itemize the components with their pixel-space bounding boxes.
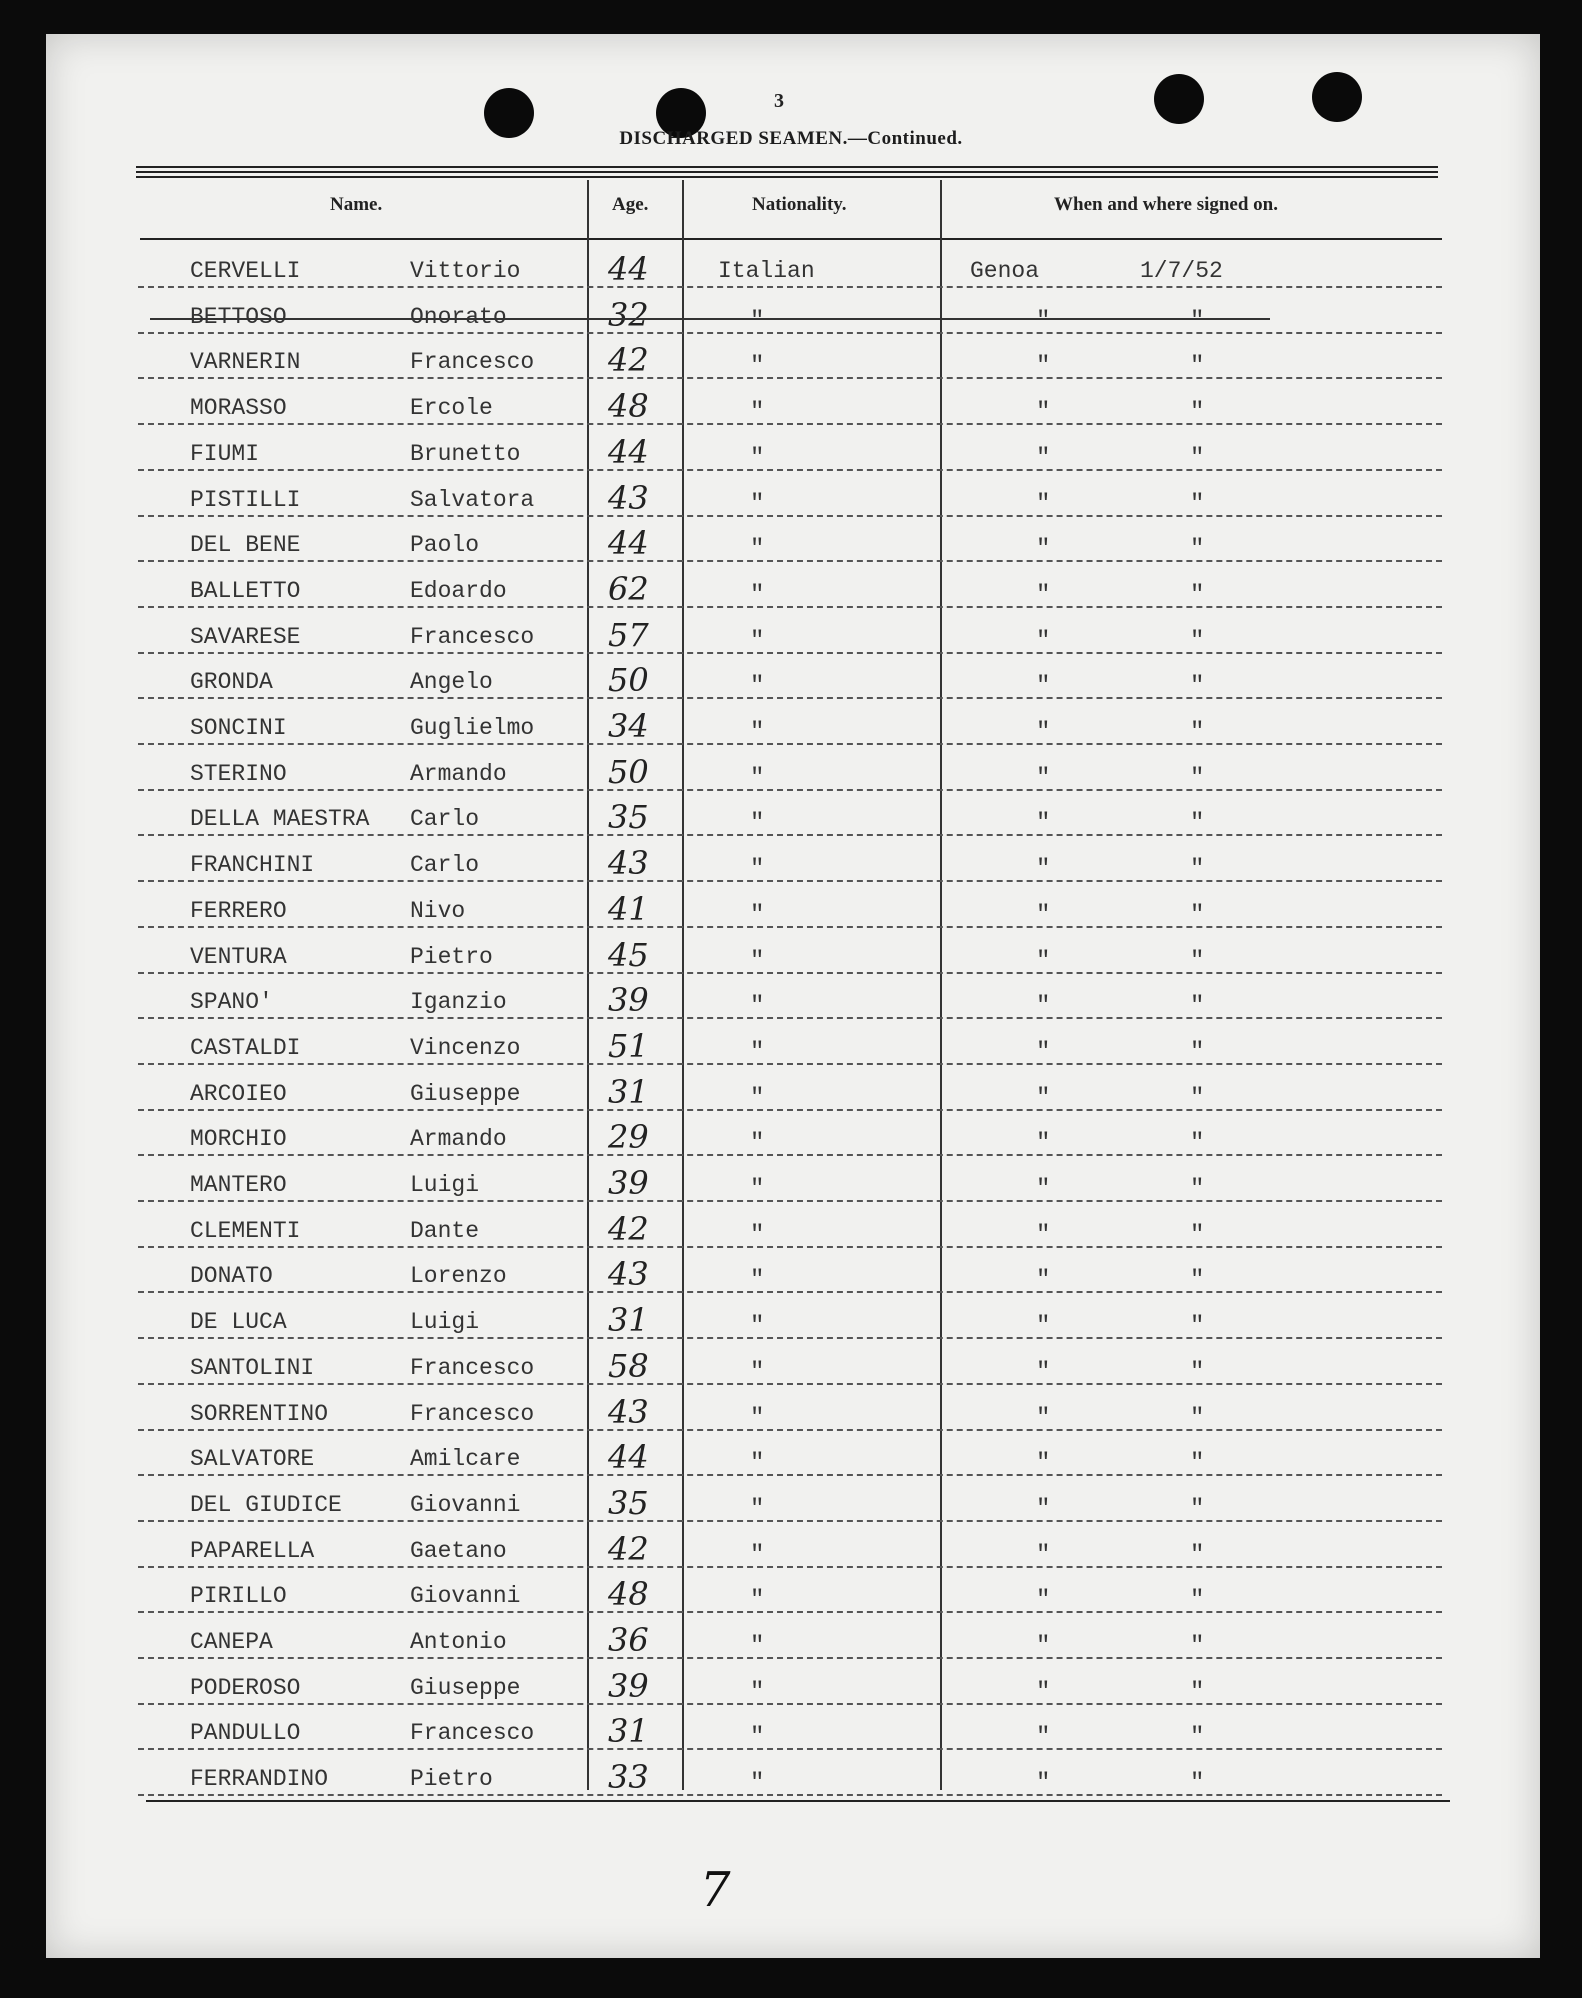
- dotted-rule: [138, 789, 1442, 791]
- seaman-surname: VENTURA: [190, 944, 287, 970]
- table-row: [0, 705, 1582, 751]
- seaman-age: 41: [608, 890, 649, 928]
- seaman-age: 50: [608, 753, 649, 791]
- ditto-mark-nationality: ": [750, 902, 765, 929]
- ditto-mark-nationality: ": [750, 1633, 765, 1660]
- seaman-age: 62: [608, 570, 649, 608]
- ditto-mark-place: ": [1036, 1176, 1051, 1203]
- seaman-given-name: Onorato: [410, 304, 507, 330]
- seaman-age: 29: [608, 1118, 649, 1156]
- seaman-age: 39: [608, 981, 649, 1019]
- ditto-mark-nationality: ": [750, 673, 765, 700]
- seaman-given-name: Giuseppe: [410, 1675, 521, 1701]
- seaman-surname: PIRILLO: [190, 1583, 287, 1609]
- seaman-age: 50: [608, 661, 649, 699]
- table-row: [0, 339, 1582, 385]
- seaman-surname: DONATO: [190, 1263, 273, 1289]
- seaman-age: 43: [608, 1255, 649, 1293]
- seaman-given-name: Lorenzo: [410, 1263, 507, 1289]
- seaman-surname: BETTOSO: [190, 304, 287, 330]
- ditto-mark-date: ": [1190, 353, 1205, 380]
- dotted-rule: [138, 1109, 1442, 1111]
- dotted-rule: [138, 880, 1442, 882]
- dotted-rule: [138, 1063, 1442, 1065]
- ditto-mark-date: ": [1190, 1176, 1205, 1203]
- seaman-age: 33: [608, 1758, 649, 1796]
- seaman-given-name: Amilcare: [410, 1446, 521, 1472]
- dotted-rule: [138, 697, 1442, 699]
- column-header-age: Age.: [612, 194, 649, 215]
- ditto-mark-place: ": [1036, 1359, 1051, 1386]
- ditto-mark-nationality: ": [750, 1496, 765, 1523]
- table-row: [0, 522, 1582, 568]
- seaman-surname: VARNERIN: [190, 349, 301, 375]
- seaman-given-name: Dante: [410, 1218, 480, 1244]
- ditto-mark-place: ": [1036, 1450, 1051, 1477]
- ditto-mark-date: ": [1190, 1770, 1205, 1797]
- seaman-surname: SPANO': [190, 989, 273, 1015]
- table-row: [0, 477, 1582, 523]
- dotted-rule: [138, 1520, 1442, 1522]
- seaman-surname: SALVATORE: [190, 1446, 315, 1472]
- table-row: [0, 1756, 1582, 1802]
- ditto-mark-place: ": [1036, 719, 1051, 746]
- seaman-surname: CLEMENTI: [190, 1218, 301, 1244]
- seaman-age: 35: [608, 1484, 649, 1522]
- seaman-age: 42: [608, 1210, 649, 1248]
- nationality-value: Italian: [718, 258, 815, 284]
- ditto-mark-date: ": [1190, 1587, 1205, 1614]
- ditto-mark-date: ": [1190, 1542, 1205, 1569]
- column-header-nationality: Nationality.: [752, 194, 847, 215]
- seaman-age: 43: [608, 479, 649, 517]
- ditto-mark-date: ": [1190, 628, 1205, 655]
- table-row: [0, 385, 1582, 431]
- seaman-given-name: Edoardo: [410, 578, 507, 604]
- dotted-rule: [138, 743, 1442, 745]
- ditto-mark-date: ": [1190, 1085, 1205, 1112]
- ditto-mark-date: ": [1190, 445, 1205, 472]
- seaman-surname: FIUMI: [190, 441, 260, 467]
- column-header-name: Name.: [330, 194, 383, 215]
- seaman-given-name: Carlo: [410, 806, 480, 832]
- seaman-surname: MORCHIO: [190, 1126, 287, 1152]
- ditto-mark-date: ": [1190, 1267, 1205, 1294]
- ditto-mark-date: ": [1190, 1405, 1205, 1432]
- ditto-mark-place: ": [1036, 1267, 1051, 1294]
- ditto-mark-nationality: ": [750, 1222, 765, 1249]
- seaman-given-name: Brunetto: [410, 441, 521, 467]
- dotted-rule: [138, 377, 1442, 379]
- seaman-surname: SONCINI: [190, 715, 287, 741]
- table-row: [0, 888, 1582, 934]
- ditto-mark-nationality: ": [750, 948, 765, 975]
- ditto-mark-place: ": [1036, 1130, 1051, 1157]
- ditto-mark-nationality: ": [750, 856, 765, 883]
- seaman-surname: PAPARELLA: [190, 1538, 315, 1564]
- dotted-rule: [138, 1246, 1442, 1248]
- ditto-mark-nationality: ": [750, 1039, 765, 1066]
- seaman-surname: CASTALDI: [190, 1035, 301, 1061]
- ditto-mark-date: ": [1190, 1679, 1205, 1706]
- seaman-given-name: Giovanni: [410, 1583, 521, 1609]
- dotted-rule: [138, 834, 1442, 836]
- seaman-surname: SANTOLINI: [190, 1355, 315, 1381]
- table-row: [0, 1619, 1582, 1665]
- seaman-given-name: Luigi: [410, 1309, 480, 1335]
- seaman-surname: GRONDA: [190, 669, 273, 695]
- ditto-mark-place: ": [1036, 810, 1051, 837]
- seaman-surname: CANEPA: [190, 1629, 273, 1655]
- seaman-age: 48: [608, 387, 649, 425]
- seaman-given-name: Giuseppe: [410, 1081, 521, 1107]
- seaman-age: 58: [608, 1347, 649, 1385]
- ditto-mark-date: ": [1190, 582, 1205, 609]
- seaman-surname: PANDULLO: [190, 1720, 301, 1746]
- seaman-age: 44: [608, 524, 649, 562]
- ditto-mark-place: ": [1036, 993, 1051, 1020]
- ditto-mark-nationality: ": [750, 1313, 765, 1340]
- ditto-mark-place: ": [1036, 1222, 1051, 1249]
- seaman-surname: MANTERO: [190, 1172, 287, 1198]
- ditto-mark-place: ": [1036, 673, 1051, 700]
- ditto-mark-place: ": [1036, 765, 1051, 792]
- ditto-mark-date: ": [1190, 1130, 1205, 1157]
- seaman-surname: STERINO: [190, 761, 287, 787]
- ditto-mark-place: ": [1036, 399, 1051, 426]
- dotted-rule: [138, 1337, 1442, 1339]
- seaman-given-name: Pietro: [410, 944, 493, 970]
- seaman-given-name: Pietro: [410, 1766, 493, 1792]
- seaman-age: 44: [608, 1438, 649, 1476]
- header-rule-top-2: [136, 171, 1438, 173]
- ditto-mark-nationality: ": [750, 582, 765, 609]
- ditto-mark-date: ": [1190, 1313, 1205, 1340]
- seaman-given-name: Vincenzo: [410, 1035, 521, 1061]
- dotted-rule: [138, 1748, 1442, 1750]
- table-row: [0, 842, 1582, 888]
- ditto-mark-nationality: ": [750, 1770, 765, 1797]
- dotted-rule: [138, 560, 1442, 562]
- ditto-mark-nationality: ": [750, 1176, 765, 1203]
- seaman-age: 43: [608, 844, 649, 882]
- seaman-given-name: Armando: [410, 761, 507, 787]
- signed-on-date: 1/7/52: [1140, 258, 1223, 284]
- ditto-mark-place: ": [1036, 582, 1051, 609]
- ditto-mark-date: ": [1190, 1724, 1205, 1751]
- ditto-mark-nationality: ": [750, 308, 765, 335]
- seaman-surname: FRANCHINI: [190, 852, 315, 878]
- seaman-given-name: Francesco: [410, 349, 535, 375]
- ditto-mark-nationality: ": [750, 1542, 765, 1569]
- seaman-age: 44: [608, 433, 649, 471]
- header-rule-top-3: [136, 176, 1438, 178]
- ditto-mark-nationality: ": [750, 399, 765, 426]
- seaman-given-name: Francesco: [410, 1401, 535, 1427]
- seaman-surname: DEL GIUDICE: [190, 1492, 342, 1518]
- table-row: [0, 796, 1582, 842]
- seaman-surname: PISTILLI: [190, 487, 301, 513]
- dotted-rule: [138, 606, 1442, 608]
- table-row: [0, 1162, 1582, 1208]
- seaman-surname: DEL BENE: [190, 532, 301, 558]
- table-row: [0, 1391, 1582, 1437]
- dotted-rule: [138, 332, 1442, 334]
- table-row: [0, 1436, 1582, 1482]
- ditto-mark-nationality: ": [750, 1085, 765, 1112]
- ditto-mark-place: ": [1036, 491, 1051, 518]
- table-row: [0, 1025, 1582, 1071]
- ditto-mark-date: ": [1190, 1633, 1205, 1660]
- ditto-mark-place: ": [1036, 1587, 1051, 1614]
- seaman-given-name: Francesco: [410, 624, 535, 650]
- seaman-age: 42: [608, 341, 649, 379]
- ditto-mark-nationality: ": [750, 1359, 765, 1386]
- ditto-mark-nationality: ": [750, 491, 765, 518]
- ditto-mark-nationality: ": [750, 765, 765, 792]
- ditto-mark-date: ": [1190, 536, 1205, 563]
- table-row: [0, 751, 1582, 797]
- ditto-mark-nationality: ": [750, 1679, 765, 1706]
- seaman-surname: SORRENTINO: [190, 1401, 329, 1427]
- seaman-surname: FERRERO: [190, 898, 287, 924]
- ditto-mark-nationality: ": [750, 353, 765, 380]
- ditto-mark-nationality: ": [750, 719, 765, 746]
- ditto-mark-nationality: ": [750, 445, 765, 472]
- ditto-mark-place: ": [1036, 1633, 1051, 1660]
- ditto-mark-place: ": [1036, 948, 1051, 975]
- ditto-mark-date: ": [1190, 308, 1205, 335]
- column-header-signed-on: When and where signed on.: [1054, 194, 1279, 215]
- table-row: [0, 1345, 1582, 1391]
- table-row: [0, 934, 1582, 980]
- ditto-mark-date: ": [1190, 1450, 1205, 1477]
- dotted-rule: [138, 469, 1442, 471]
- page-title: DISCHARGED SEAMEN.—Continued.: [619, 128, 963, 149]
- table-row: [0, 1665, 1582, 1711]
- ditto-mark-date: ": [1190, 1039, 1205, 1066]
- seaman-given-name: Francesco: [410, 1355, 535, 1381]
- handwritten-mark: 7: [700, 1862, 731, 1918]
- ditto-mark-nationality: ": [750, 628, 765, 655]
- seaman-age: 42: [608, 1530, 649, 1568]
- dotted-rule: [138, 1017, 1442, 1019]
- seaman-age: 31: [608, 1301, 649, 1339]
- ditto-mark-date: ": [1190, 1222, 1205, 1249]
- ditto-mark-date: ": [1190, 1359, 1205, 1386]
- dotted-rule: [138, 1291, 1442, 1293]
- ditto-mark-nationality: ": [750, 1130, 765, 1157]
- table-row: [0, 659, 1582, 705]
- table-row: [0, 614, 1582, 660]
- seaman-given-name: Guglielmo: [410, 715, 535, 741]
- header-rule-bottom: [140, 238, 1442, 240]
- seaman-age: 36: [608, 1621, 649, 1659]
- seaman-age: 31: [608, 1712, 649, 1750]
- seaman-surname: SAVARESE: [190, 624, 301, 650]
- seaman-age: 44: [608, 250, 649, 288]
- seaman-age: 34: [608, 707, 649, 745]
- dotted-rule: [138, 652, 1442, 654]
- seaman-surname: FERRANDINO: [190, 1766, 329, 1792]
- dotted-rule: [138, 1154, 1442, 1156]
- ditto-mark-place: ": [1036, 445, 1051, 472]
- ditto-mark-nationality: ": [750, 1724, 765, 1751]
- ditto-mark-place: ": [1036, 1542, 1051, 1569]
- dotted-rule: [138, 1703, 1442, 1705]
- ditto-mark-place: ": [1036, 308, 1051, 335]
- seaman-given-name: Ercole: [410, 395, 493, 421]
- seaman-given-name: Antonio: [410, 1629, 507, 1655]
- ditto-mark-nationality: ": [750, 1405, 765, 1432]
- header-rule-top: [136, 166, 1438, 168]
- ditto-mark-date: ": [1190, 810, 1205, 837]
- ditto-mark-date: ": [1190, 902, 1205, 929]
- seaman-age: 32: [608, 296, 649, 334]
- seaman-surname: DELLA MAESTRA: [190, 806, 370, 832]
- ditto-mark-date: ": [1190, 491, 1205, 518]
- ditto-mark-date: ": [1190, 765, 1205, 792]
- table-row: [0, 1208, 1582, 1254]
- table-row: [0, 294, 1582, 340]
- ditto-mark-place: ": [1036, 1039, 1051, 1066]
- ditto-mark-date: ": [1190, 993, 1205, 1020]
- seaman-age: 43: [608, 1393, 649, 1431]
- ditto-mark-place: ": [1036, 1313, 1051, 1340]
- seaman-age: 31: [608, 1073, 649, 1111]
- table-row: [0, 1071, 1582, 1117]
- table-row: [0, 1528, 1582, 1574]
- seaman-age: 39: [608, 1164, 649, 1202]
- ditto-mark-date: ": [1190, 719, 1205, 746]
- seaman-given-name: Gaetano: [410, 1538, 507, 1564]
- table-row: [0, 979, 1582, 1025]
- seaman-surname: MORASSO: [190, 395, 287, 421]
- signed-on-place: Genoa: [970, 258, 1040, 284]
- table-row: [0, 1253, 1582, 1299]
- ditto-mark-place: ": [1036, 353, 1051, 380]
- seaman-age: 48: [608, 1575, 649, 1613]
- seaman-age: 39: [608, 1667, 649, 1705]
- ditto-mark-place: ": [1036, 1770, 1051, 1797]
- punch-hole-icon: [1154, 74, 1204, 124]
- dotted-rule: [138, 515, 1442, 517]
- seaman-given-name: Iganzio: [410, 989, 507, 1015]
- ditto-mark-place: ": [1036, 628, 1051, 655]
- dotted-rule: [138, 1383, 1442, 1385]
- seaman-given-name: Armando: [410, 1126, 507, 1152]
- table-row: [0, 1482, 1582, 1528]
- ditto-mark-place: ": [1036, 1405, 1051, 1432]
- seaman-surname: BALLETTO: [190, 578, 301, 604]
- ditto-mark-date: ": [1190, 856, 1205, 883]
- ditto-mark-place: ": [1036, 1679, 1051, 1706]
- ditto-mark-nationality: ": [750, 1450, 765, 1477]
- ditto-mark-nationality: ": [750, 1267, 765, 1294]
- dotted-rule: [138, 1657, 1442, 1659]
- dotted-rule: [138, 423, 1442, 425]
- seaman-given-name: Nivo: [410, 898, 466, 924]
- ditto-mark-date: ": [1190, 399, 1205, 426]
- ditto-mark-nationality: ": [750, 993, 765, 1020]
- ditto-mark-place: ": [1036, 1496, 1051, 1523]
- ditto-mark-place: ": [1036, 902, 1051, 929]
- ditto-mark-place: ": [1036, 536, 1051, 563]
- ditto-mark-date: ": [1190, 948, 1205, 975]
- dotted-rule: [138, 1566, 1442, 1568]
- dotted-rule: [138, 1200, 1442, 1202]
- ditto-mark-place: ": [1036, 1724, 1051, 1751]
- dotted-rule: [138, 972, 1442, 974]
- ditto-mark-place: ": [1036, 1085, 1051, 1112]
- seaman-given-name: Vittorio: [410, 258, 521, 284]
- ditto-mark-nationality: ": [750, 536, 765, 563]
- ditto-mark-date: ": [1190, 673, 1205, 700]
- dotted-rule: [138, 286, 1442, 288]
- ditto-mark-nationality: ": [750, 1587, 765, 1614]
- seaman-given-name: Giovanni: [410, 1492, 521, 1518]
- table-row: [0, 1710, 1582, 1756]
- dotted-rule: [138, 1794, 1442, 1796]
- dotted-rule: [138, 1611, 1442, 1613]
- table-row: [0, 568, 1582, 614]
- seaman-surname: ARCOIEO: [190, 1081, 287, 1107]
- table-row: [0, 431, 1582, 477]
- seaman-age: 57: [608, 616, 649, 654]
- seaman-given-name: Angelo: [410, 669, 493, 695]
- table-row: [0, 1573, 1582, 1619]
- dotted-rule: [138, 1474, 1442, 1476]
- seaman-age: 51: [608, 1027, 649, 1065]
- seaman-age: 35: [608, 798, 649, 836]
- dotted-rule: [138, 1429, 1442, 1431]
- seaman-given-name: Salvatora: [410, 487, 535, 513]
- seaman-surname: PODEROSO: [190, 1675, 301, 1701]
- table-row: [0, 1299, 1582, 1345]
- punch-hole-icon: [1312, 72, 1362, 122]
- ditto-mark-place: ": [1036, 856, 1051, 883]
- table-row: [0, 248, 1582, 294]
- seaman-surname: DE LUCA: [190, 1309, 287, 1335]
- seaman-age: 45: [608, 936, 649, 974]
- seaman-given-name: Francesco: [410, 1720, 535, 1746]
- seaman-surname: CERVELLI: [190, 258, 301, 284]
- table-row: [0, 1116, 1582, 1162]
- seaman-given-name: Luigi: [410, 1172, 480, 1198]
- ditto-mark-date: ": [1190, 1496, 1205, 1523]
- ditto-mark-nationality: ": [750, 810, 765, 837]
- seaman-given-name: Carlo: [410, 852, 480, 878]
- seaman-given-name: Paolo: [410, 532, 480, 558]
- page-number: 3: [774, 90, 784, 112]
- dotted-rule: [138, 926, 1442, 928]
- strikethrough-line: [150, 318, 1270, 320]
